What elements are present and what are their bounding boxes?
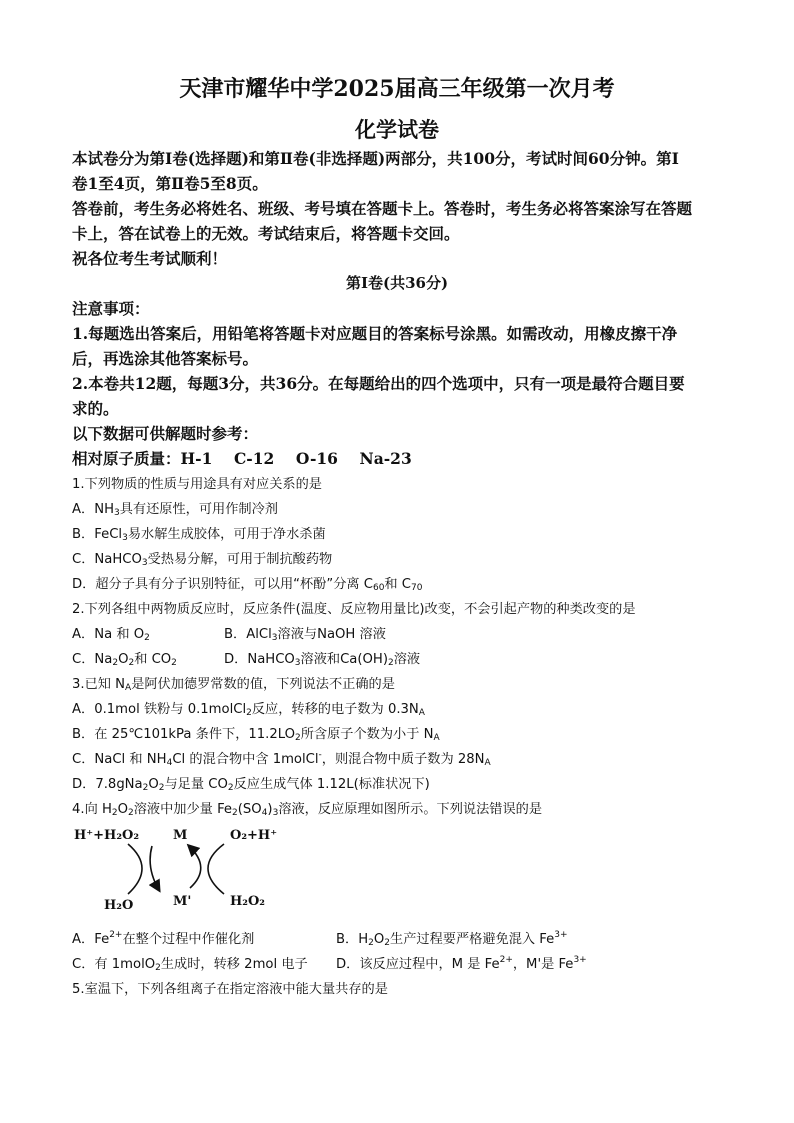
- notice-1b: 后，再选涂其他答案标号。: [72, 349, 259, 368]
- diagram-bottom-mid: M': [173, 894, 192, 909]
- diagram-top-right: O₂+H⁺: [230, 828, 278, 843]
- q1-stem: 1.下列物质的性质与用途具有对应关系的是: [72, 477, 322, 492]
- left-arc-arrow: [128, 844, 142, 894]
- diagram-top-mid: M: [173, 828, 188, 843]
- q3-option-b: B．在 25℃101kPa 条件下，$11.2LO_2$所含原子个数为小于 $N_A$: [72, 727, 440, 743]
- notice-2a: 2.本卷共12题，每题3分，共36分。在每题给出的四个选项中，只有一项是最符合题目要: [72, 374, 685, 393]
- q4-option-d: D．该反应过程中，M 是 $Fe^{2+}$，M'是 $Fe^{3+}$: [336, 955, 587, 972]
- q2-option-d: D．NaHCO$_3$溶液和$Ca(OH)_2$溶液: [224, 652, 421, 668]
- q5-stem: 5.室温下，下列各组离子在指定溶液中能大量共存的是: [72, 982, 388, 997]
- right-inner-arc-arrow: [189, 846, 201, 888]
- q1-option-b: B．FeCl$_3$易水解生成胶体，可用于净水杀菌: [72, 527, 326, 543]
- intro-line-4: 卡上，答在试卷上的无效。考试结束后，将答题卡交回。: [72, 224, 460, 243]
- notice-1a: 1.每题选出答案后，用铅笔将答题卡对应题目的答案标号涂黑。如需改动，用橡皮擦干净: [72, 324, 678, 343]
- exam-title: 天津市耀华中学2025届高三年级第一次月考: [179, 76, 615, 102]
- section-heading: 第Ⅰ卷(共36分): [345, 274, 449, 292]
- right-arc-arrow: [208, 844, 224, 894]
- q2-stem: 2.下列各组中两物质反应时，反应条件(温度、反应物用量比)改变，不会引起产物的种类改变的是: [72, 602, 636, 617]
- diagram-top-left: H⁺+H₂O₂: [74, 828, 140, 843]
- notice-title: 注意事项：: [72, 299, 150, 318]
- intro-line-1: 本试卷分为第Ⅰ卷(选择题)和第Ⅱ卷(非选择题)两部分，共100分，考试时间60分钟。第Ⅰ: [72, 149, 679, 168]
- q2-option-b: B．AlCl$_3$溶液与NaOH 溶液: [224, 627, 386, 643]
- q2-option-a: A．Na 和 $O_2$: [72, 627, 150, 643]
- q3-option-a: A．0.1mol 铁粉与 0.1molCl$_2$反应，转移的电子数为 $0.3N_A$: [72, 702, 425, 718]
- atomic-masses: 相对原子质量：H-1 C-12 O-16 Na-23: [72, 449, 412, 468]
- q1-option-d: D．超分子具有分子识别特征，可以用“杯酚”分离 $C_{60}$和 $C_{70}$: [72, 577, 423, 593]
- q3-stem: 3.已知 $N_A$是阿伏加德罗常数的值，下列说法不正确的是: [72, 677, 395, 693]
- q4-option-c: C．有 1molO$_2$生成时，转移 2mol 电子: [72, 957, 308, 973]
- q2-option-c: C．$Na_2O_2$和 $CO_2$: [72, 652, 177, 668]
- notice-2b: 求的。: [72, 399, 119, 418]
- q3-option-c: C．NaCl 和 $NH_4Cl$ 的混合物中含 1molCl-，则混合物中质子数为 $28N_A$: [72, 750, 491, 768]
- reaction-cycle-diagram: [72, 822, 282, 918]
- intro-line-3: 答卷前，考生务必将姓名、班级、考号填在答题卡上。答卷时，考生务必将答案涂写在答题: [72, 199, 693, 218]
- q1-option-a: A．$NH_3$具有还原性，可用作制冷剂: [72, 502, 278, 518]
- data-reference: 以下数据可供解题时参考：: [72, 424, 259, 443]
- intro-line-2: 卷1至4页，第Ⅱ卷5至8页。: [72, 174, 268, 193]
- subject-title: 化学试卷: [355, 117, 439, 142]
- q3-option-d: D．$7.8gNa_2O_2$与足量 $CO_2$反应生成气体 1.12L(标准状况下): [72, 777, 430, 793]
- q4-option-b: B．$H_2O_2$生产过程要严格避免混入 $Fe^{3+}$: [336, 930, 568, 948]
- intro-line-5: 祝各位考生考试顺利！: [72, 249, 228, 268]
- left-inner-arc-arrow: [150, 846, 159, 890]
- diagram-bottom-right: H₂O₂: [230, 894, 265, 909]
- q1-option-c: C．NaHCO$_3$受热易分解，可用于制抗酸药物: [72, 552, 333, 568]
- q4-stem: 4.向 $H_2O_2$溶液中加少量 $Fe_2(SO_4)_3$溶液，反应原理如图所示。下列说法错误的是: [72, 802, 543, 818]
- diagram-bottom-left: H₂O: [104, 898, 134, 913]
- q4-option-a: A．$Fe^{2+}$在整个过程中作催化剂: [72, 930, 255, 947]
